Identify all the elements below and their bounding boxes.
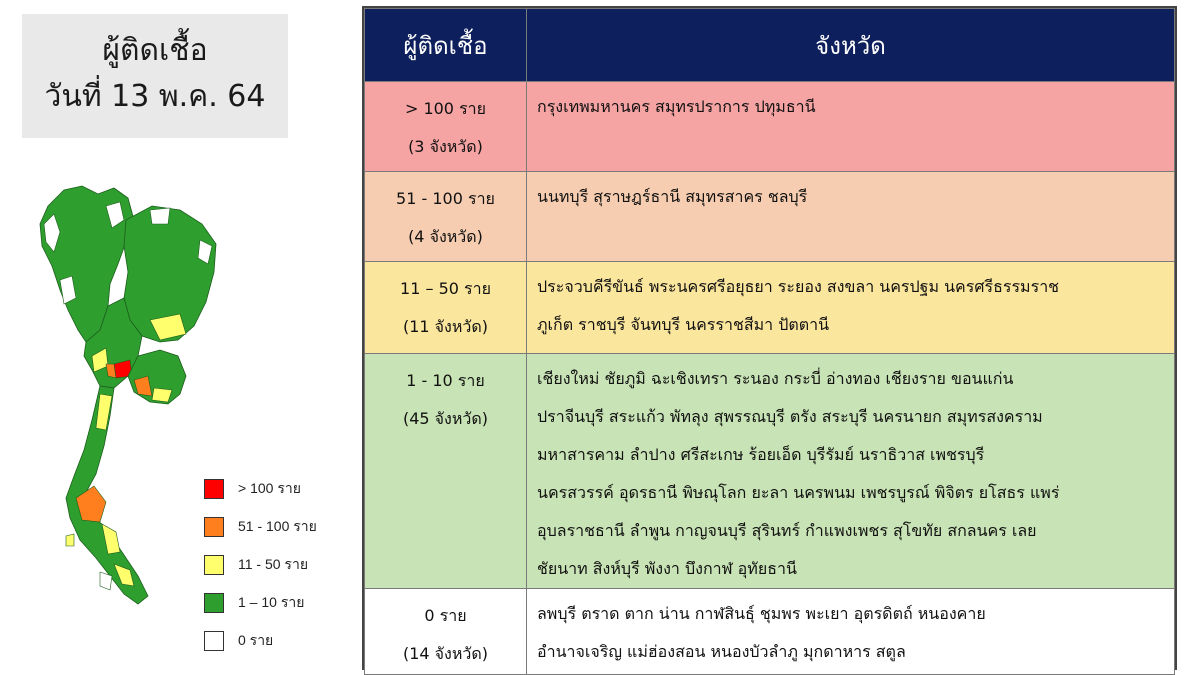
table-row (365, 172, 1175, 262)
level-cell (365, 262, 527, 354)
legend-item-zero (204, 622, 354, 660)
province-line: มหาสารคาม ลำปาง ศรีสะเกษ ร้อยเอ็ด บุรีรัมย์ นราธิวาส เพชรบุรี (537, 445, 985, 464)
level-count: (11 จังหวัด) (402, 317, 489, 336)
province-line: เชียงใหม่ ชัยภูมิ ฉะเชิงเทรา ระนอง กระบี่ อ่างทอง เชียงราย ขอนแก่น (537, 369, 1014, 388)
level-cell (365, 172, 527, 262)
legend-swatch-white (204, 631, 224, 651)
legend-label: 0 ราย (238, 632, 274, 648)
legend-swatch-yellow (204, 555, 224, 575)
level-cell (365, 82, 527, 172)
province-line: ภูเก็ต ราชบุรี จันทบุรี นครราชสีมา ปัตตานี (537, 315, 830, 334)
province-cell (527, 589, 1175, 675)
province-line: ลพบุรี ตราด ตาก น่าน กาฬสินธุ์ ชุมพร พะเยา อุตรดิตถ์ หนองคาย (537, 604, 986, 623)
province-line: ประจวบคีรีขันธ์ พระนครศรีอยุธยา ระยอง สงขลา นครปฐม นครศรีธรรมราช (537, 277, 1060, 296)
level-count: (45 จังหวัด) (402, 409, 489, 428)
province-cell (527, 262, 1175, 354)
table-header-row (365, 9, 1175, 82)
level-range: 51 - 100 ราย (396, 189, 495, 208)
legend-swatch-red (204, 479, 224, 499)
table-row (365, 354, 1175, 589)
table-row (365, 589, 1175, 675)
level-cell (365, 589, 527, 675)
legend-swatch-green (204, 593, 224, 613)
level-count: (4 จังหวัด) (408, 227, 483, 246)
level-range: 0 ราย (424, 606, 467, 625)
province-line: กรุงเทพมหานคร สมุทรปราการ ปทุมธานี (537, 97, 816, 116)
legend-item-1-10 (204, 584, 354, 622)
map-zero-patch-nong-khai (150, 208, 170, 224)
legend-label: > 100 ราย (238, 480, 301, 496)
legend-swatch-orange (204, 517, 224, 537)
legend-item-gt100 (204, 470, 354, 508)
province-cell (527, 82, 1175, 172)
province-line: อุบลราชธานี ลำพูน กาญจนบุรี สุรินทร์ กำแพงเพชร สุโขทัย สกลนคร เลย (537, 521, 1037, 540)
province-line: ชัยนาท สิงห์บุรี พังงา บึงกาฬ อุทัยธานี (537, 559, 797, 578)
province-line: นนทบุรี สุราษฎร์ธานี สมุทรสาคร ชลบุรี (537, 187, 808, 206)
map-patch-phuket (66, 534, 74, 546)
province-line: นครสวรรค์ อุดรธานี พิษณุโลก ยะลา นครพนม เพชรบูรณ์ พิจิตร ยโสธร แพร่ (537, 483, 1060, 502)
map-patch-rayong (152, 388, 172, 402)
level-range: 11 – 50 ราย (400, 279, 491, 298)
province-table (362, 6, 1177, 670)
province-cell (527, 354, 1175, 589)
map-legend (204, 470, 354, 660)
legend-item-51-100 (204, 508, 354, 546)
legend-label: 51 - 100 ราย (238, 518, 317, 534)
thailand-map (30, 180, 220, 630)
level-count: (3 จังหวัด) (408, 137, 483, 156)
province-line: อำนาจเจริญ แม่ฮ่องสอน หนองบัวลำภู มุกดาหาร สตูล (537, 642, 906, 661)
province-line: ปราจีนบุรี สระแก้ว พัทลุง สุพรรณบุรี ตรัง สระบุรี นครนายก สมุทรสงคราม (537, 407, 1043, 426)
title-line-date: วันที่ 13 พ.ค. 64 (44, 79, 266, 114)
map-title-box (22, 14, 288, 138)
legend-label: 11 - 50 ราย (238, 556, 309, 572)
table-row (365, 262, 1175, 354)
level-range: > 100 ราย (404, 99, 487, 118)
table-row (365, 82, 1175, 172)
legend-item-11-50 (204, 546, 354, 584)
thailand-map-svg (30, 180, 220, 630)
column-header-level: ผู้ติดเชื้อ (365, 9, 527, 82)
level-cell (365, 354, 527, 589)
legend-label: 1 – 10 ราย (238, 594, 305, 610)
level-range: 1 - 10 ราย (406, 371, 485, 390)
title-line-infected: ผู้ติดเชื้อ (102, 33, 208, 68)
column-header-province: จังหวัด (527, 9, 1175, 82)
level-count: (14 จังหวัด) (402, 644, 489, 663)
province-cell (527, 172, 1175, 262)
